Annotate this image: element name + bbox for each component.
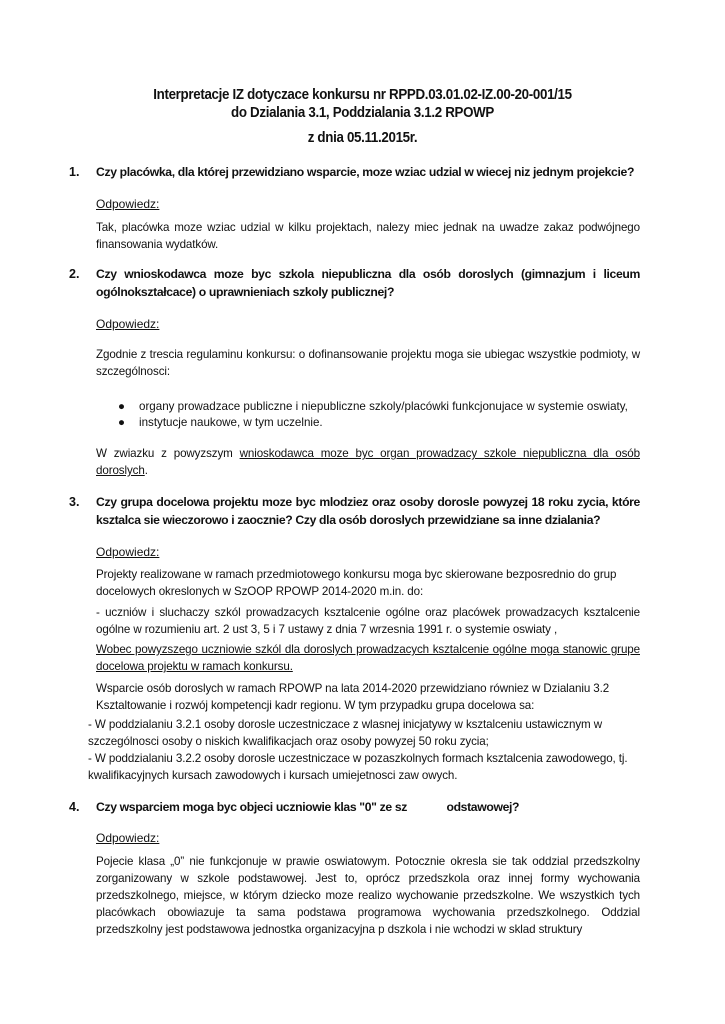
question-3-text: Czy grupa docelowa projektu moze byc mlodziez oraz osoby dorosle powyzej 18 roku zycia, które ksztalca sie wieczorowo i zaocznie? Czy dla osób doroslych przewidziane sa inne dzialania? (96, 495, 640, 527)
question-3-paragraph-5: - W poddzialaniu 3.2.1 osoby dorosle uczestniczace z wlasnej inicjatywy w ksztalceniu ustawicznym w szczególnosci osoby o niskich kwalifikacjach oraz osoby powyzej 50 roku zycia; (88, 718, 602, 748)
question-1-answer: Tak, placówka moze wziac udzial w kilku projektach, nalezy miec jednak na uwadze zakaz podwójnego finansowania wydatków. (96, 221, 640, 251)
question-1-number: 1. (69, 165, 80, 179)
question-3-paragraph-4: Wsparcie osób doroslych w ramach RPOWP na lata 2014-2020 przewidziano równiez w Dzialaniu 3.2 Ksztaltowanie i rozwój kompetencji kadr regionu. W tym przypadku grupa docelowa sa: (96, 682, 610, 712)
question-3-number: 3. (69, 495, 80, 509)
question-2-text: Czy wnioskodawca moze byc szkola niepubliczna dla osób doroslych (gimnazjum i liceum ogólnokształcace) o uprawnieniach szkoly publicznej? (96, 267, 640, 299)
question-2-conclusion: wnioskodawca moze byc organ prowadzacy szkole niepubliczna dla osób doroslych (96, 447, 640, 477)
question-3-conclusion: Wobec powyzszego uczniowie szkól dla doroslych prowadzacych ksztalcenie ogólne moga stanowic grupe docelowa projektu w ramach konkursu. (96, 643, 640, 673)
question-2-bullet-1: organy prowadzace publiczne i niepubliczne szkoly/placówki funkcjonujace w systemie oswiaty, (139, 400, 628, 413)
document-title-line2: do Dzialania 3.1, Poddzialania 3.1.2 RPOWP (230, 105, 494, 121)
document-title-line1: Interpretacje IZ dotyczace konkursu nr RPPD.03.01.02-IZ.00-20-001/15 (153, 87, 572, 103)
question-3-paragraph-2: - uczniów i sluchaczy szkól prowadzacych ksztalcenie ogólne oraz placówek prowadzacych ksztalcenie ogólne w rozumieniu art. 2 ust 3, 5 i 7 ustawy z dnia 7 wrzesnia 1991 r. o systemie oswiaty , (96, 606, 640, 636)
question-1-answer-label: Odpowiedz: (96, 197, 160, 211)
bullet-dot: ● (118, 400, 126, 413)
question-4-answer-label: Odpowiedz: (96, 831, 160, 845)
question-2-paragraph-2: W zwiazku z powyzszym wnioskodawca moze byc organ prowadzacy szkole niepubliczna dla osób doroslych. (96, 447, 640, 477)
question-2-bullet-2: instytucje naukowe, w tym uczelnie. (139, 416, 323, 429)
question-2-paragraph-1: Zgodnie z trescia regulaminu konkursu: o dofinansowanie projektu moga sie ubiegac wszystkie podmioty, w szczególnosci: (96, 348, 640, 378)
question-1-text: Czy placówka, dla której przewidziano wsparcie, moze wziac udzial w wiecej niz jednym projekcie? (96, 165, 635, 179)
question-3-paragraph-1: Projekty realizowane w ramach przedmiotowego konkursu moga byc skierowane bezposrednio do grup docelowych okreslonych w SzOOP RPOWP 2014-2020 m.in. do: (96, 568, 617, 598)
question-2-answer-label: Odpowiedz: (96, 317, 160, 331)
document-date: z dnia 05.11.2015r. (307, 130, 418, 146)
question-3-answer-label: Odpowiedz: (96, 545, 160, 559)
question-4-number: 4. (69, 800, 80, 814)
question-2-number: 2. (69, 267, 80, 281)
question-3-paragraph-6: - W poddzialaniu 3.2.2 osoby dorosle uczestniczace w pozaszkolnych formach ksztalcenia zawodowego, tj. kwalifikacyjnych kursach zawodowych i kursach umiejetnosci zaw owych. (88, 752, 628, 782)
bullet-dot: ● (118, 416, 126, 429)
question-4-text: Czy wsparciem moga byc objeci uczniowie klas "0" ze sz odstawowej? (96, 800, 520, 814)
question-4-answer: Pojecie klasa „0” nie funkcjonuje w prawie oswiatowym. Potocznie okresla sie tak oddzial przedszkolny zorganizowany w szkole podstawowej. Jest to, oprócz przedszkola oraz innej formy wychowania przedszkolnego, miejsce, w którym dziecko moze realizo wychowanie przedszkolne. We wszystkich tych placówkach obowiazuje ta sama podstawa programowa wychowania przedszkolnego. Oddzial przedszkolny jest podstawowa jednostka organizacyjna p dszkola i nie wchodzi w sklad struktury (96, 855, 640, 936)
